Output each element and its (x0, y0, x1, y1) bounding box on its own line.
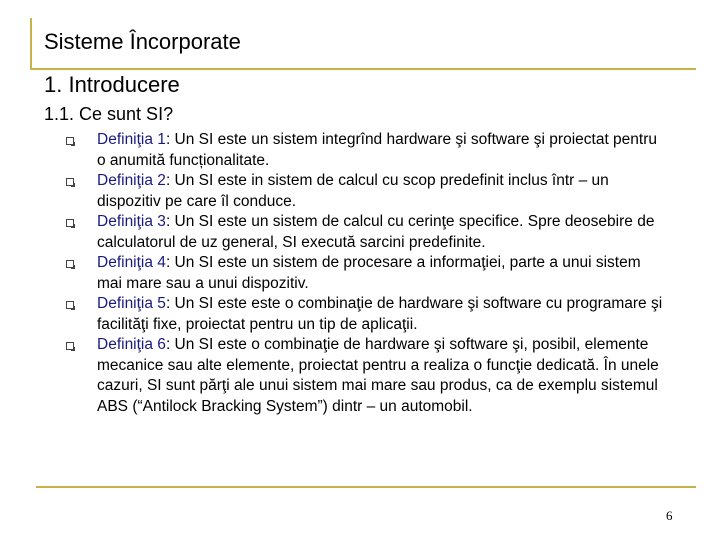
page-number: 6 (666, 508, 673, 523)
square-bullet-icon (66, 219, 74, 227)
definition-item (66, 253, 666, 294)
square-bullet-icon (66, 342, 74, 350)
square-bullet-icon (66, 260, 74, 268)
subsection-title: 1.1. Ce sunt SI? (44, 104, 174, 124)
definition-term: Definiţia 3 (97, 213, 166, 230)
definition-term: Definiţia 2 (97, 172, 166, 189)
definition-text: : Un SI este o combinaţie de hardware şi software şi, posibil, elemente mecanice sau alte elemente, proiectat pentru a realiza o funcţie dedicată. În unele cazuri, SI sunt părţi ale unui sistem mai mare sau produs, ca de exemplu sistemul ABS (“Antilock Bracking System”) dintr – un automobil. (97, 336, 659, 415)
definition-term: Definiţia 1 (97, 131, 166, 148)
definition-text: : Un SI este in sistem de calcul cu scop predefinit inclus într – un dispozitiv pe care îl conduce. (97, 172, 609, 210)
definition-text: : Un SI este un sistem de calcul cu cerinţe specifice. Spre deosebire de calculatorul de uz general, SI execută sarcini predefinite. (97, 213, 655, 251)
definition-item (66, 212, 666, 253)
definition-item (66, 171, 666, 212)
definition-item (66, 335, 666, 417)
square-bullet-icon (66, 137, 74, 145)
header-vertical-rule (30, 18, 32, 70)
definition-item (66, 130, 666, 171)
header-horizontal-rule (30, 68, 696, 70)
definition-item (66, 294, 666, 335)
definition-text: : Un SI este este o combinaţie de hardware şi software cu programare şi facilităţi fixe, proiectat pentru un tip de aplicaţii. (97, 295, 663, 333)
definitions-list (66, 130, 666, 417)
definition-term: Definiţia 5 (97, 295, 166, 312)
definition-text: : Un SI este un sistem de procesare a informaţiei, parte a unui sistem mai mare sau a unui dispozitiv. (97, 254, 641, 292)
footer-horizontal-rule (36, 486, 696, 488)
definition-text: : Un SI este un sistem integrînd hardware şi software şi proiectat pentru o anumită funcționalitate. (97, 131, 658, 169)
definition-term: Definiţia 6 (97, 336, 166, 353)
square-bullet-icon (66, 178, 74, 186)
section-title: 1. Introducere (44, 72, 180, 97)
definition-term: Definiţia 4 (97, 254, 166, 271)
header-title: Sisteme Încorporate (44, 29, 241, 54)
square-bullet-icon (66, 301, 74, 309)
